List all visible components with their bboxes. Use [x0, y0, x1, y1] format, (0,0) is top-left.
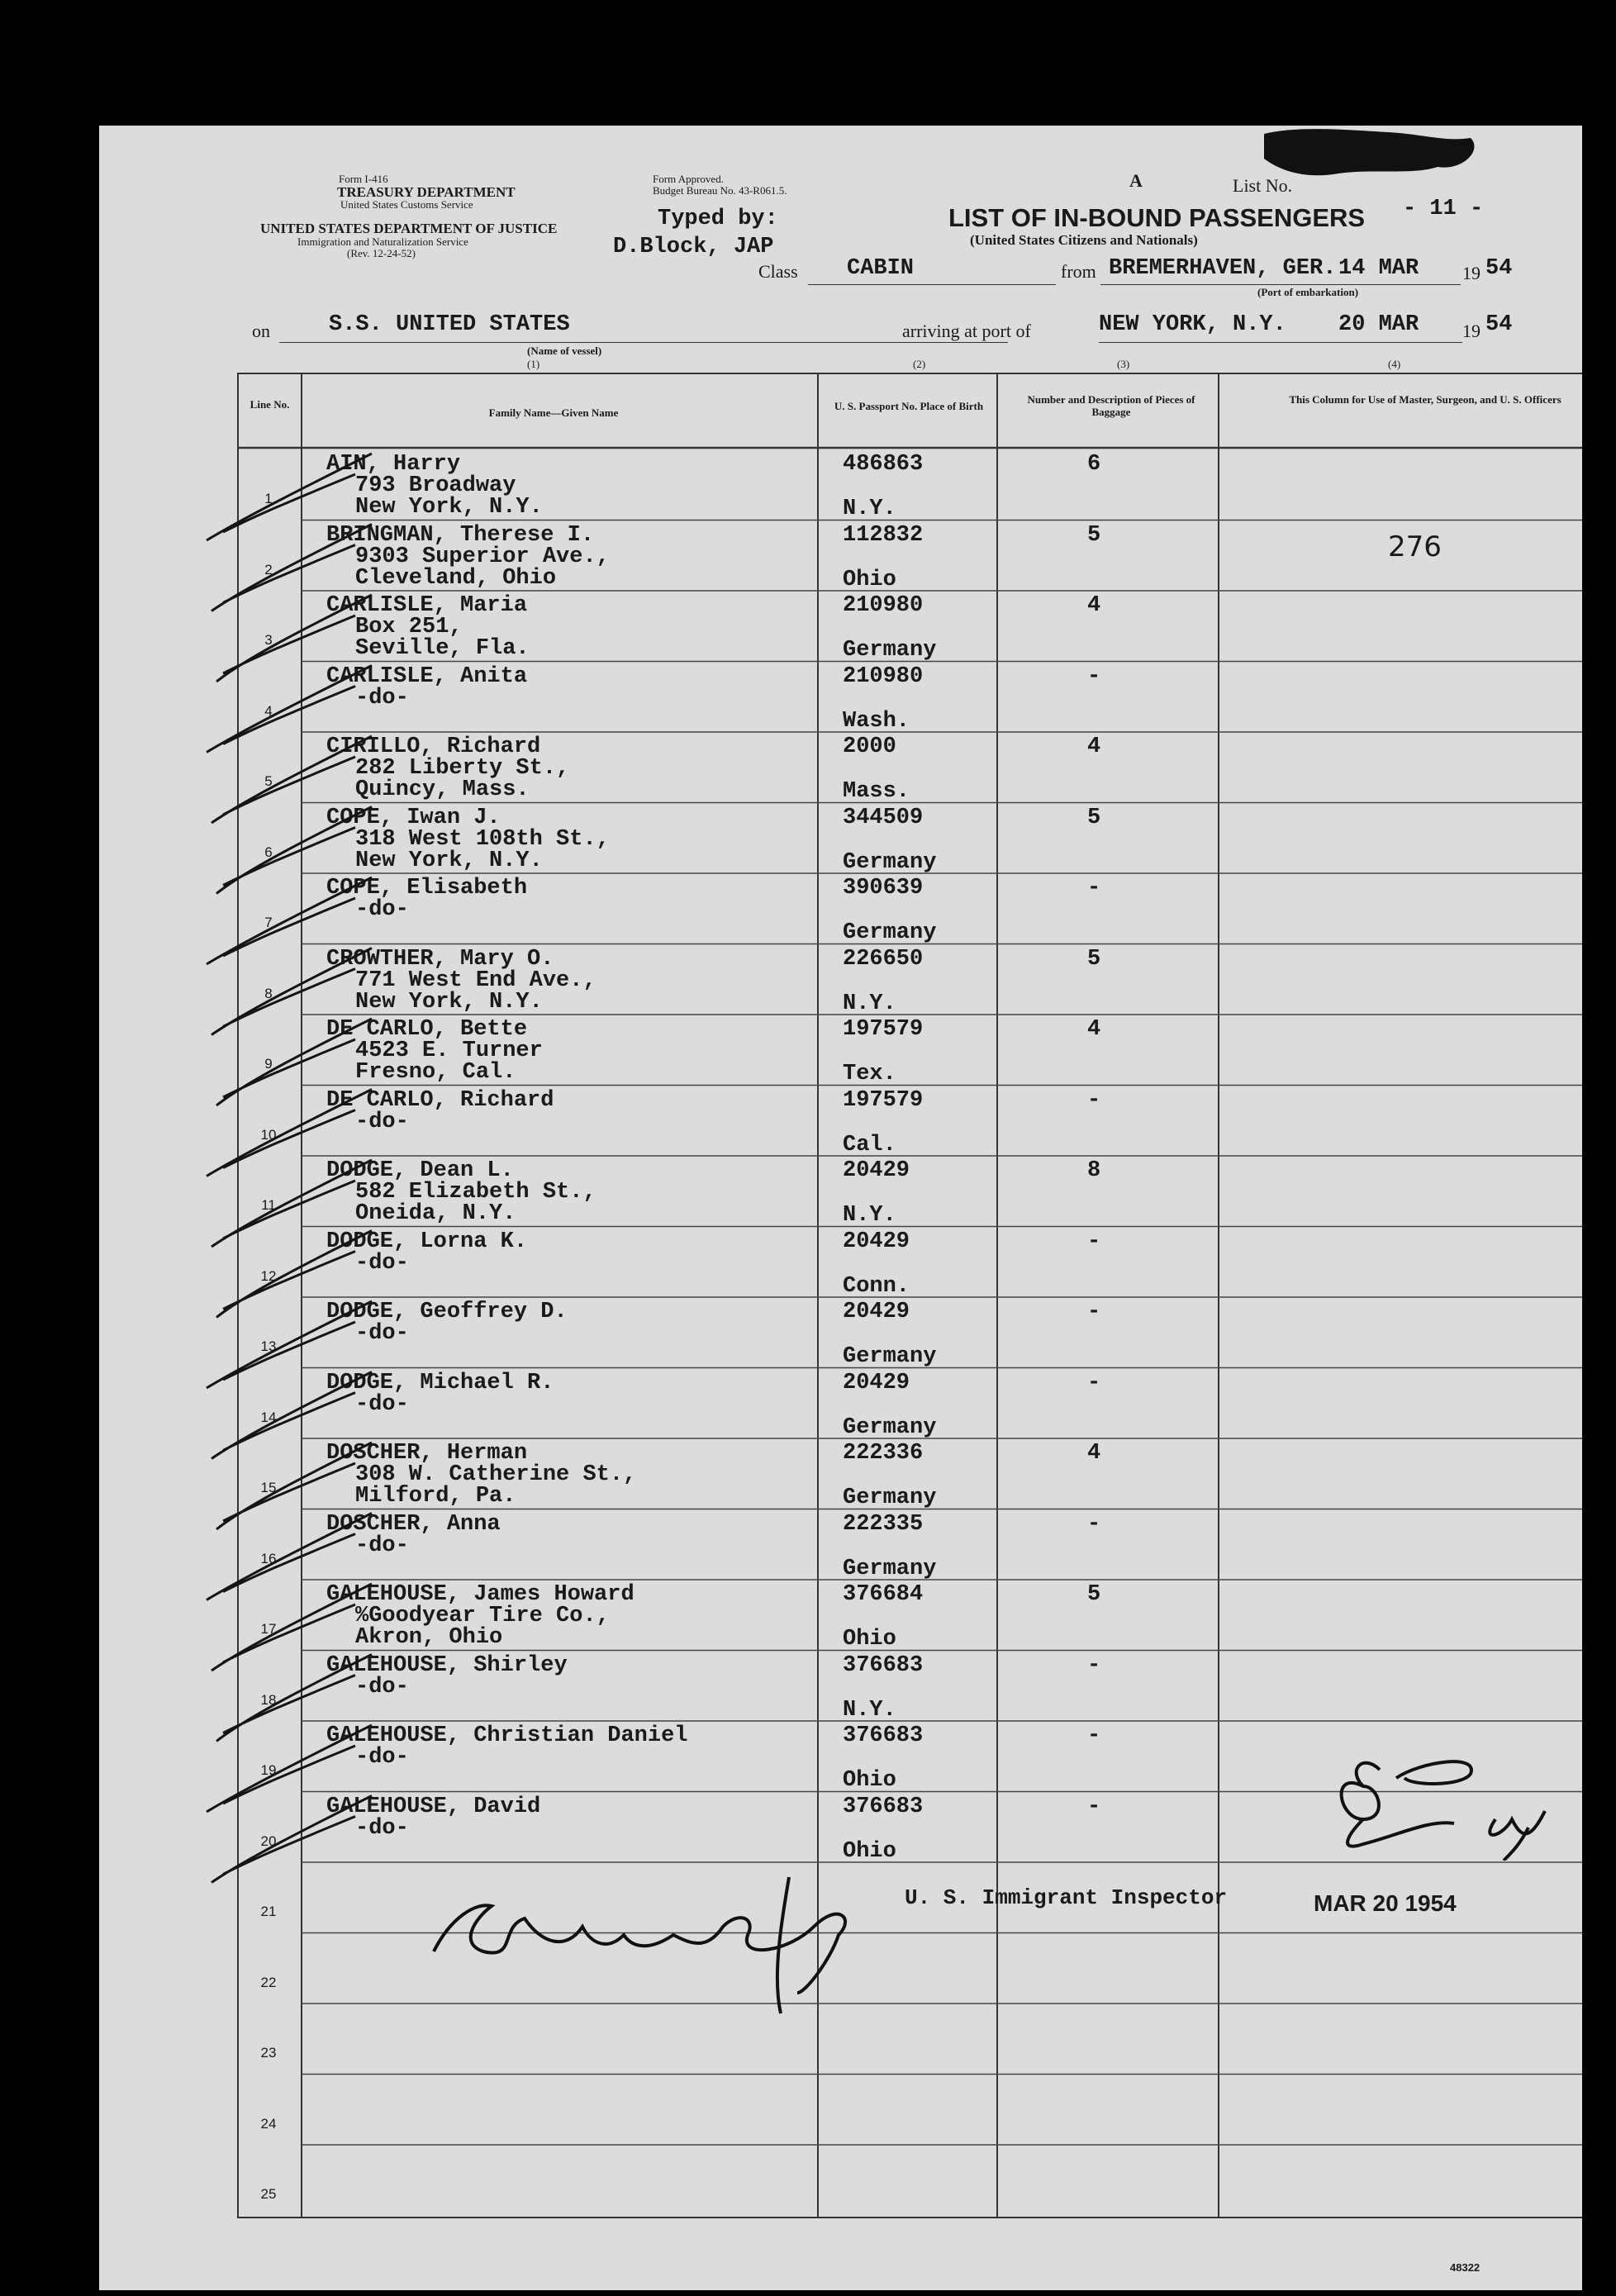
line-number: 25 — [260, 2186, 277, 2202]
line-number: 23 — [260, 2045, 277, 2061]
class-value: CABIN — [847, 256, 915, 281]
revision-date: (Rev. 12-24-52) — [347, 247, 416, 259]
baggage-count: - — [1087, 1652, 1101, 1678]
on-label: on — [252, 321, 270, 341]
justice-dept: UNITED STATES DEPARTMENT OF JUSTICE — [260, 221, 558, 236]
place-of-birth: Germany — [843, 1486, 937, 1510]
place-of-birth: Germany — [843, 1556, 937, 1581]
line-number: 9 — [264, 1056, 273, 1072]
passenger-name: DOSCHER, Anna — [326, 1511, 501, 1537]
line-number: 8 — [264, 985, 273, 1001]
officer-note: 276 — [1388, 530, 1442, 563]
passport-number: 20429 — [843, 1229, 910, 1254]
line-number: 11 — [261, 1197, 276, 1213]
passport-number: 112832 — [843, 522, 924, 548]
from-year-suffix: 54 — [1485, 256, 1513, 281]
passenger-address-1: -do- — [355, 1391, 409, 1417]
passport-number: 210980 — [843, 663, 924, 689]
passenger-address-1: -do- — [355, 1533, 409, 1558]
baggage-count: 5 — [1087, 946, 1101, 972]
passenger-address-1: -do- — [355, 1109, 409, 1134]
passenger-address-2: Milford, Pa. — [355, 1484, 516, 1509]
passenger-address-2: New York, N.Y. — [355, 989, 543, 1015]
arrival-year-suffix: 54 — [1485, 312, 1513, 337]
passport-number: 486863 — [843, 452, 924, 477]
passport-number: 197579 — [843, 1017, 924, 1042]
line-number: 5 — [264, 773, 273, 789]
passenger-address-1: 282 Liberty St., — [355, 756, 570, 781]
line-number: 24 — [260, 2115, 277, 2132]
line-number: 13 — [260, 1338, 277, 1354]
footer-code: 48322 — [1450, 2261, 1481, 2274]
passenger-address-1: %Goodyear Tire Co., — [355, 1604, 610, 1628]
passenger-name: CROWTHER, Mary O. — [326, 946, 554, 972]
class-label: Class — [758, 261, 798, 282]
passport-number: 390639 — [843, 876, 924, 901]
baggage-count: 4 — [1087, 1441, 1101, 1466]
passport-number: 376684 — [843, 1582, 924, 1607]
passport-number: 222335 — [843, 1511, 924, 1537]
arrival-year-prefix: 19 — [1462, 321, 1481, 341]
from-port: BREMERHAVEN, GER. — [1109, 256, 1337, 281]
inspector-signature — [425, 1828, 938, 2018]
passenger-name: GALEHOUSE, Christian Daniel — [326, 1723, 688, 1748]
passenger-name: DE CARLO, Richard — [326, 1087, 554, 1113]
passenger-address-1: 308 W. Catherine St., — [355, 1462, 637, 1487]
passport-number: 226650 — [843, 946, 924, 972]
baggage-count: 4 — [1087, 1017, 1101, 1042]
passenger-name: DE CARLO, Bette — [326, 1017, 528, 1042]
col-num-2: (2) — [913, 358, 926, 370]
passenger-name: GALEHOUSE, David — [326, 1794, 541, 1819]
port-embark-caption: (Port of embarkation) — [1257, 286, 1359, 298]
passenger-address-1: -do- — [355, 897, 409, 922]
col-num-3: (3) — [1117, 358, 1130, 370]
passport-number: 20429 — [843, 1158, 910, 1183]
passenger-name: AIN, Harry — [326, 452, 461, 477]
line-number: 20 — [260, 1833, 277, 1849]
line-number: 19 — [260, 1762, 277, 1778]
baggage-count: 4 — [1087, 593, 1101, 618]
arrival-date: 20 MAR — [1338, 312, 1419, 337]
place-of-birth: N.Y. — [843, 991, 896, 1016]
passenger-address-2: New York, N.Y. — [355, 495, 543, 520]
baggage-count: - — [1087, 1300, 1101, 1324]
line-number: 12 — [260, 1267, 277, 1284]
line-number: 18 — [260, 1691, 277, 1708]
place-of-birth: Ohio — [843, 1838, 896, 1864]
col-head-passport: U. S. Passport No. Place of Birth — [834, 400, 984, 412]
col-head-baggage: Number and Description of Pieces of Baggage — [1027, 393, 1195, 418]
passport-number: 197579 — [843, 1087, 924, 1113]
place-of-birth: Mass. — [843, 779, 910, 804]
passenger-address-1: Box 251, — [355, 615, 463, 639]
inspector-label: U. S. Immigrant Inspector — [905, 1885, 1228, 1910]
budget-bureau: Budget Bureau No. 43-R061.5. — [653, 184, 787, 197]
passport-number: 2000 — [843, 734, 896, 759]
passport-number: 344509 — [843, 805, 924, 830]
passenger-name: CIRILLO, Richard — [326, 734, 541, 759]
passport-number: 20429 — [843, 1370, 910, 1395]
place-of-birth: Germany — [843, 849, 937, 875]
passenger-address-1: -do- — [355, 685, 409, 711]
typed-by-label: Typed by: — [658, 207, 778, 231]
passenger-address-2: New York, N.Y. — [355, 848, 543, 873]
baggage-count: - — [1087, 663, 1101, 689]
passenger-name: DODGE, Geoffrey D. — [326, 1300, 568, 1324]
passport-number: 376683 — [843, 1794, 924, 1819]
col-head-line-no: Line No. — [250, 398, 290, 411]
ins-service: Immigration and Naturalization Service — [297, 235, 468, 248]
line-number: 3 — [264, 632, 273, 648]
place-of-birth: Wash. — [843, 708, 910, 734]
passenger-name: CARLISLE, Anita — [326, 663, 528, 689]
line-number: 6 — [264, 844, 273, 860]
place-of-birth: Germany — [843, 1344, 937, 1369]
passenger-name: COPE, Elisabeth — [326, 876, 528, 901]
place-of-birth: Ohio — [843, 1627, 896, 1652]
line-number: 17 — [260, 1621, 277, 1637]
passport-number: 20429 — [843, 1300, 910, 1324]
treasury-dept: TREASURY DEPARTMENT — [337, 184, 516, 200]
place-of-birth: Ohio — [843, 1768, 896, 1793]
line-number: 16 — [260, 1550, 277, 1566]
passenger-name: BRINGMAN, Therese I. — [326, 522, 595, 548]
baggage-count: 5 — [1087, 1582, 1101, 1607]
col-num-1: (1) — [527, 358, 540, 370]
passenger-address-1: 4523 E. Turner — [355, 1039, 543, 1063]
passenger-name: DODGE, Dean L. — [326, 1158, 514, 1183]
col-head-officers: This Column for Use of Master, Surgeon, and U. S. Officers — [1289, 393, 1561, 406]
baggage-count: - — [1087, 1794, 1101, 1819]
page-title: LIST OF IN-BOUND PASSENGERS — [948, 203, 1366, 232]
list-letter: A — [1129, 170, 1143, 191]
typed-by-name: D.Block, JAP — [613, 235, 774, 259]
passenger-address-2: Fresno, Cal. — [355, 1060, 516, 1085]
page-subtitle: (United States Citizens and Nationals) — [970, 232, 1198, 248]
baggage-count: - — [1087, 876, 1101, 901]
baggage-count: 5 — [1087, 805, 1101, 830]
line-number: 10 — [260, 1126, 277, 1143]
baggage-count: - — [1087, 1087, 1101, 1113]
line-number: 4 — [264, 702, 273, 719]
place-of-birth: Tex. — [843, 1062, 896, 1086]
passport-number: 222336 — [843, 1441, 924, 1466]
list-no-label: List No. — [1233, 175, 1293, 196]
baggage-count: 6 — [1087, 452, 1101, 477]
passenger-address-1: -do- — [355, 1250, 409, 1276]
passenger-address-2: Quincy, Mass. — [355, 777, 530, 802]
place-of-birth: Germany — [843, 1414, 937, 1440]
list-number: - 11 - — [1403, 197, 1484, 221]
passport-number: 210980 — [843, 593, 924, 618]
arrival-port: NEW YORK, N.Y. — [1099, 312, 1286, 337]
vessel-caption: (Name of vessel) — [527, 345, 602, 357]
passenger-address-2: Cleveland, Ohio — [355, 565, 557, 591]
line-number: 7 — [264, 915, 273, 930]
passenger-address-1: -do- — [355, 1321, 409, 1346]
passenger-name: GALEHOUSE, James Howard — [326, 1582, 635, 1607]
line-number: 14 — [260, 1409, 277, 1425]
place-of-birth: N.Y. — [843, 1697, 896, 1723]
baggage-count: - — [1087, 1370, 1101, 1395]
passenger-address-2: Oneida, N.Y. — [355, 1201, 516, 1226]
place-of-birth: Conn. — [843, 1273, 910, 1299]
passenger-address-1: -do- — [355, 1745, 409, 1770]
initials-signature — [1314, 1745, 1561, 1861]
baggage-count: 8 — [1087, 1158, 1101, 1183]
passenger-address-1: 582 Elizabeth St., — [355, 1180, 596, 1205]
passenger-name: CARLISLE, Maria — [326, 593, 528, 618]
passenger-address-1: 318 West 108th St., — [355, 826, 610, 852]
inspector-stamp-date: MAR 20 1954 — [1314, 1890, 1457, 1916]
place-of-birth: Cal. — [843, 1132, 896, 1158]
passenger-address-2: Akron, Ohio — [355, 1625, 503, 1650]
place-of-birth: N.Y. — [843, 497, 896, 521]
passenger-address-1: 771 West End Ave., — [355, 967, 596, 993]
passenger-name: COPE, Iwan J. — [326, 805, 501, 830]
passport-number: 376683 — [843, 1723, 924, 1748]
passport-number: 376683 — [843, 1652, 924, 1678]
line-number: 2 — [264, 561, 273, 578]
place-of-birth: Germany — [843, 638, 937, 663]
passenger-address-1: -do- — [355, 1815, 409, 1841]
form-number: Form I-416 — [339, 173, 388, 185]
vessel-name: S.S. UNITED STATES — [329, 312, 570, 337]
from-date: 14 MAR — [1338, 256, 1419, 281]
arriving-label: arriving at port of — [902, 321, 1031, 341]
form-approved: Form Approved. — [653, 173, 724, 185]
baggage-count: 4 — [1087, 734, 1101, 759]
from-label: from — [1061, 261, 1096, 282]
place-of-birth: Ohio — [843, 567, 896, 592]
baggage-count: - — [1087, 1229, 1101, 1254]
passenger-name: GALEHOUSE, Shirley — [326, 1652, 568, 1678]
col-num-4: (4) — [1388, 358, 1401, 370]
place-of-birth: N.Y. — [843, 1203, 896, 1228]
place-of-birth: Germany — [843, 920, 937, 945]
baggage-count: 5 — [1087, 522, 1101, 548]
col-head-name: Family Name—Given Name — [488, 406, 619, 419]
baggage-count: - — [1087, 1723, 1101, 1748]
line-number: 15 — [260, 1480, 277, 1495]
manifest-page — [99, 126, 1582, 2290]
passenger-address-1: 793 Broadway — [355, 473, 516, 498]
passenger-name: DODGE, Michael R. — [326, 1370, 554, 1395]
line-number: 1 — [264, 491, 273, 506]
passenger-name: DOSCHER, Herman — [326, 1441, 528, 1466]
customs-service: United States Customs Service — [340, 198, 473, 211]
passenger-name: DODGE, Lorna K. — [326, 1229, 528, 1254]
passenger-address-1: 9303 Superior Ave., — [355, 544, 610, 569]
passenger-address-2: Seville, Fla. — [355, 636, 530, 661]
from-year-prefix: 19 — [1462, 263, 1481, 283]
baggage-count: - — [1087, 1511, 1101, 1537]
line-number: 21 — [260, 1904, 277, 1919]
passenger-address-1: -do- — [355, 1674, 409, 1699]
line-number: 22 — [260, 1974, 277, 1990]
